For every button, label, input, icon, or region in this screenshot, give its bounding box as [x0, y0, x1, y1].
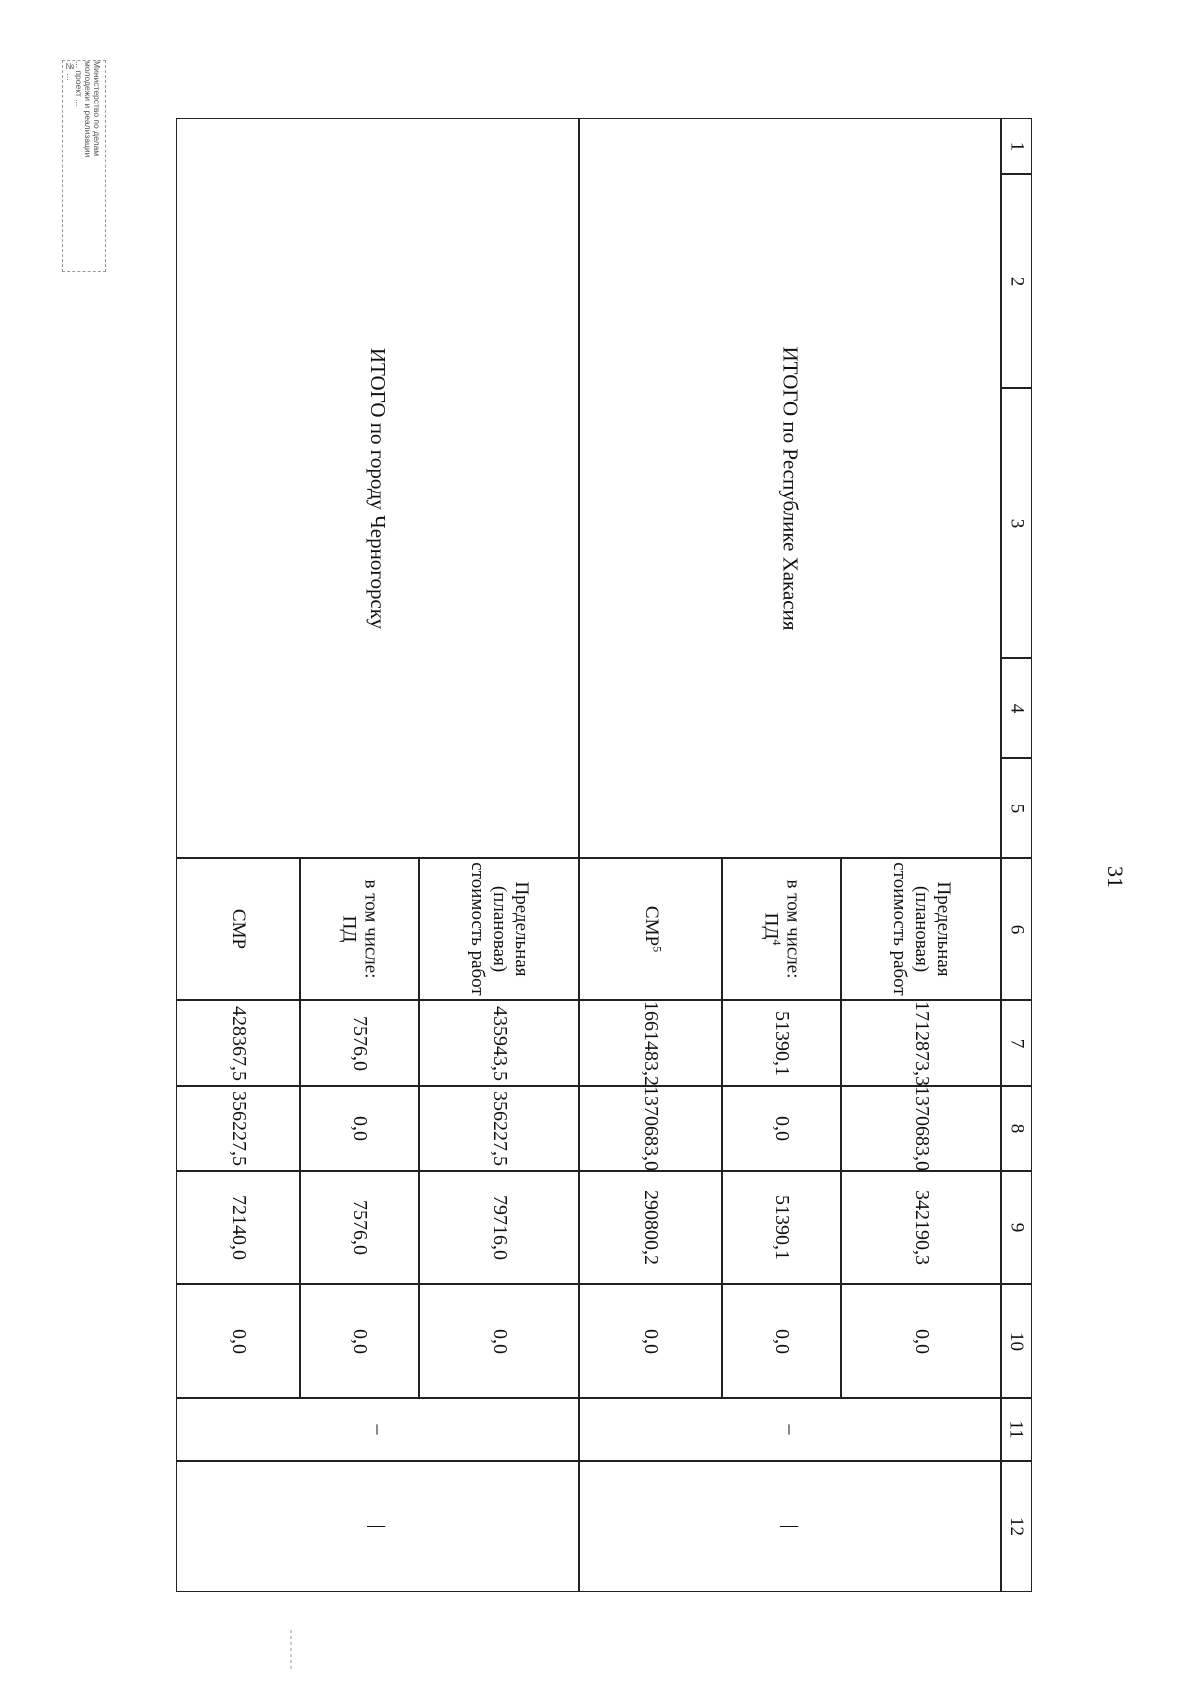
- value: 428367,5: [227, 1005, 250, 1081]
- value-cell: [176, 1171, 300, 1284]
- column-number-cell: [1001, 1000, 1032, 1086]
- value: 0,0: [771, 1328, 793, 1354]
- col12-cell: [579, 1461, 1001, 1592]
- value-cell: [841, 1284, 1001, 1398]
- col11-cell: [176, 1398, 579, 1461]
- column-number: 7: [1006, 1038, 1027, 1048]
- value: 51390,1: [771, 1010, 793, 1076]
- column-number: 6: [1006, 924, 1027, 934]
- column-number-cell: [1001, 1086, 1032, 1171]
- value-cell: [579, 1086, 722, 1171]
- column-number: 10: [1006, 1331, 1027, 1351]
- col12-value: |: [366, 1524, 389, 1529]
- value-cell: [176, 1000, 300, 1086]
- value: 72140,0: [227, 1195, 250, 1260]
- row-header-cell: [176, 858, 300, 1000]
- value-cell: [176, 1086, 300, 1171]
- value-cell: [176, 1284, 300, 1398]
- row-header: Предельная (плановая) стоимость работ: [889, 862, 954, 996]
- value: 290800,2: [640, 1190, 662, 1265]
- column-number: 11: [1005, 1420, 1027, 1439]
- row-header: в том числе: ПД: [338, 879, 382, 979]
- value: 0,0: [771, 1116, 793, 1141]
- col12-cell: [176, 1461, 579, 1592]
- value: 1370683,0: [910, 1086, 933, 1171]
- row-header-cell: [419, 858, 579, 1000]
- value-cell: [841, 1000, 1001, 1086]
- value: 7576,0: [349, 1015, 371, 1071]
- value: 1370683,0: [640, 1086, 662, 1171]
- value-cell: [722, 1171, 841, 1284]
- value-cell: [419, 1000, 579, 1086]
- row-header: Предельная (плановая) стоимость работ: [467, 862, 532, 996]
- value-cell: [419, 1284, 579, 1398]
- value: 435943,5: [488, 1005, 511, 1081]
- column-number-cell: [1001, 1461, 1032, 1592]
- column-number-cell: [1001, 1171, 1032, 1284]
- value-cell: [300, 1086, 419, 1171]
- value-cell: [579, 1000, 722, 1086]
- group-title: ИТОГО по Республике Хакасия: [778, 346, 803, 630]
- column-number: 9: [1006, 1222, 1027, 1233]
- value: 356227,5: [227, 1091, 250, 1166]
- column-number: 5: [1006, 803, 1027, 813]
- value: 0,0: [910, 1328, 933, 1354]
- column-number: 12: [1006, 1517, 1027, 1536]
- column-number: 4: [1006, 703, 1027, 713]
- column-number-cell: [1001, 174, 1032, 388]
- row-header-cell: [300, 858, 419, 1000]
- column-number: 8: [1006, 1123, 1027, 1134]
- value: 79716,0: [488, 1195, 511, 1260]
- value-cell: [579, 1284, 722, 1398]
- group-title: ИТОГО по городу Черногорску: [365, 347, 390, 629]
- value-cell: [841, 1086, 1001, 1171]
- value: 356227,5: [488, 1091, 511, 1166]
- col11-cell: [579, 1398, 1001, 1461]
- value: 0,0: [227, 1328, 250, 1354]
- group-title-cell: [579, 118, 1001, 858]
- stamp-line: молодежи и реализации: [83, 61, 93, 158]
- value-cell: [841, 1171, 1001, 1284]
- footnote-marker: 4: [769, 939, 784, 946]
- column-number-cell: [1001, 118, 1032, 174]
- footnote-marker: 5: [649, 946, 664, 953]
- column-number: 2: [1006, 276, 1027, 286]
- page-number: 31: [1103, 866, 1128, 888]
- value: 7576,0: [349, 1200, 371, 1255]
- value-cell: [419, 1171, 579, 1284]
- row-header-cell: [579, 858, 722, 1000]
- stamp-line: ... проект ...: [74, 61, 84, 107]
- column-number: 1: [1006, 141, 1027, 151]
- col12-value: |: [779, 1524, 802, 1529]
- value-cell: [300, 1171, 419, 1284]
- column-number-cell: [1001, 858, 1032, 1000]
- value: 0,0: [488, 1328, 511, 1354]
- row-header: в том числе: $ПД^4$: [760, 879, 804, 979]
- value: 1712873,3: [910, 1000, 933, 1086]
- col11-value: –: [367, 1424, 389, 1435]
- value-cell: [300, 1000, 419, 1086]
- col11-value: –: [779, 1424, 802, 1435]
- approval-stamp: [62, 60, 106, 272]
- scan-artifact: [290, 1630, 292, 1670]
- value: 1661483,2: [640, 1000, 662, 1086]
- value-cell: [722, 1000, 841, 1086]
- row-header: СМР: [228, 908, 249, 950]
- value: 342190,3: [910, 1190, 933, 1265]
- row-header-cell: [841, 858, 1001, 1000]
- value: 0,0: [640, 1328, 662, 1354]
- row-header: СМР$^5$: [640, 905, 664, 953]
- value: 51390,1: [771, 1195, 793, 1260]
- value-cell: [300, 1284, 419, 1398]
- group-title-cell: [176, 118, 579, 858]
- column-number: 3: [1006, 518, 1027, 528]
- value: 0,0: [349, 1328, 371, 1354]
- row-header-cell: [722, 858, 841, 1000]
- value-cell: [579, 1171, 722, 1284]
- totals-table: [176, 118, 1032, 1592]
- value-cell: [722, 1086, 841, 1171]
- stamp-line: Министерство по делам: [92, 61, 102, 157]
- value-cell: [722, 1284, 841, 1398]
- column-number-cell: [1001, 658, 1032, 758]
- stamp-line: № ...: [65, 61, 75, 81]
- value: 0,0: [349, 1116, 371, 1141]
- column-number-cell: [1001, 388, 1032, 658]
- column-number-cell: [1001, 1284, 1032, 1398]
- value-cell: [419, 1086, 579, 1171]
- column-number-cell: [1001, 1398, 1032, 1461]
- column-number-cell: [1001, 758, 1032, 858]
